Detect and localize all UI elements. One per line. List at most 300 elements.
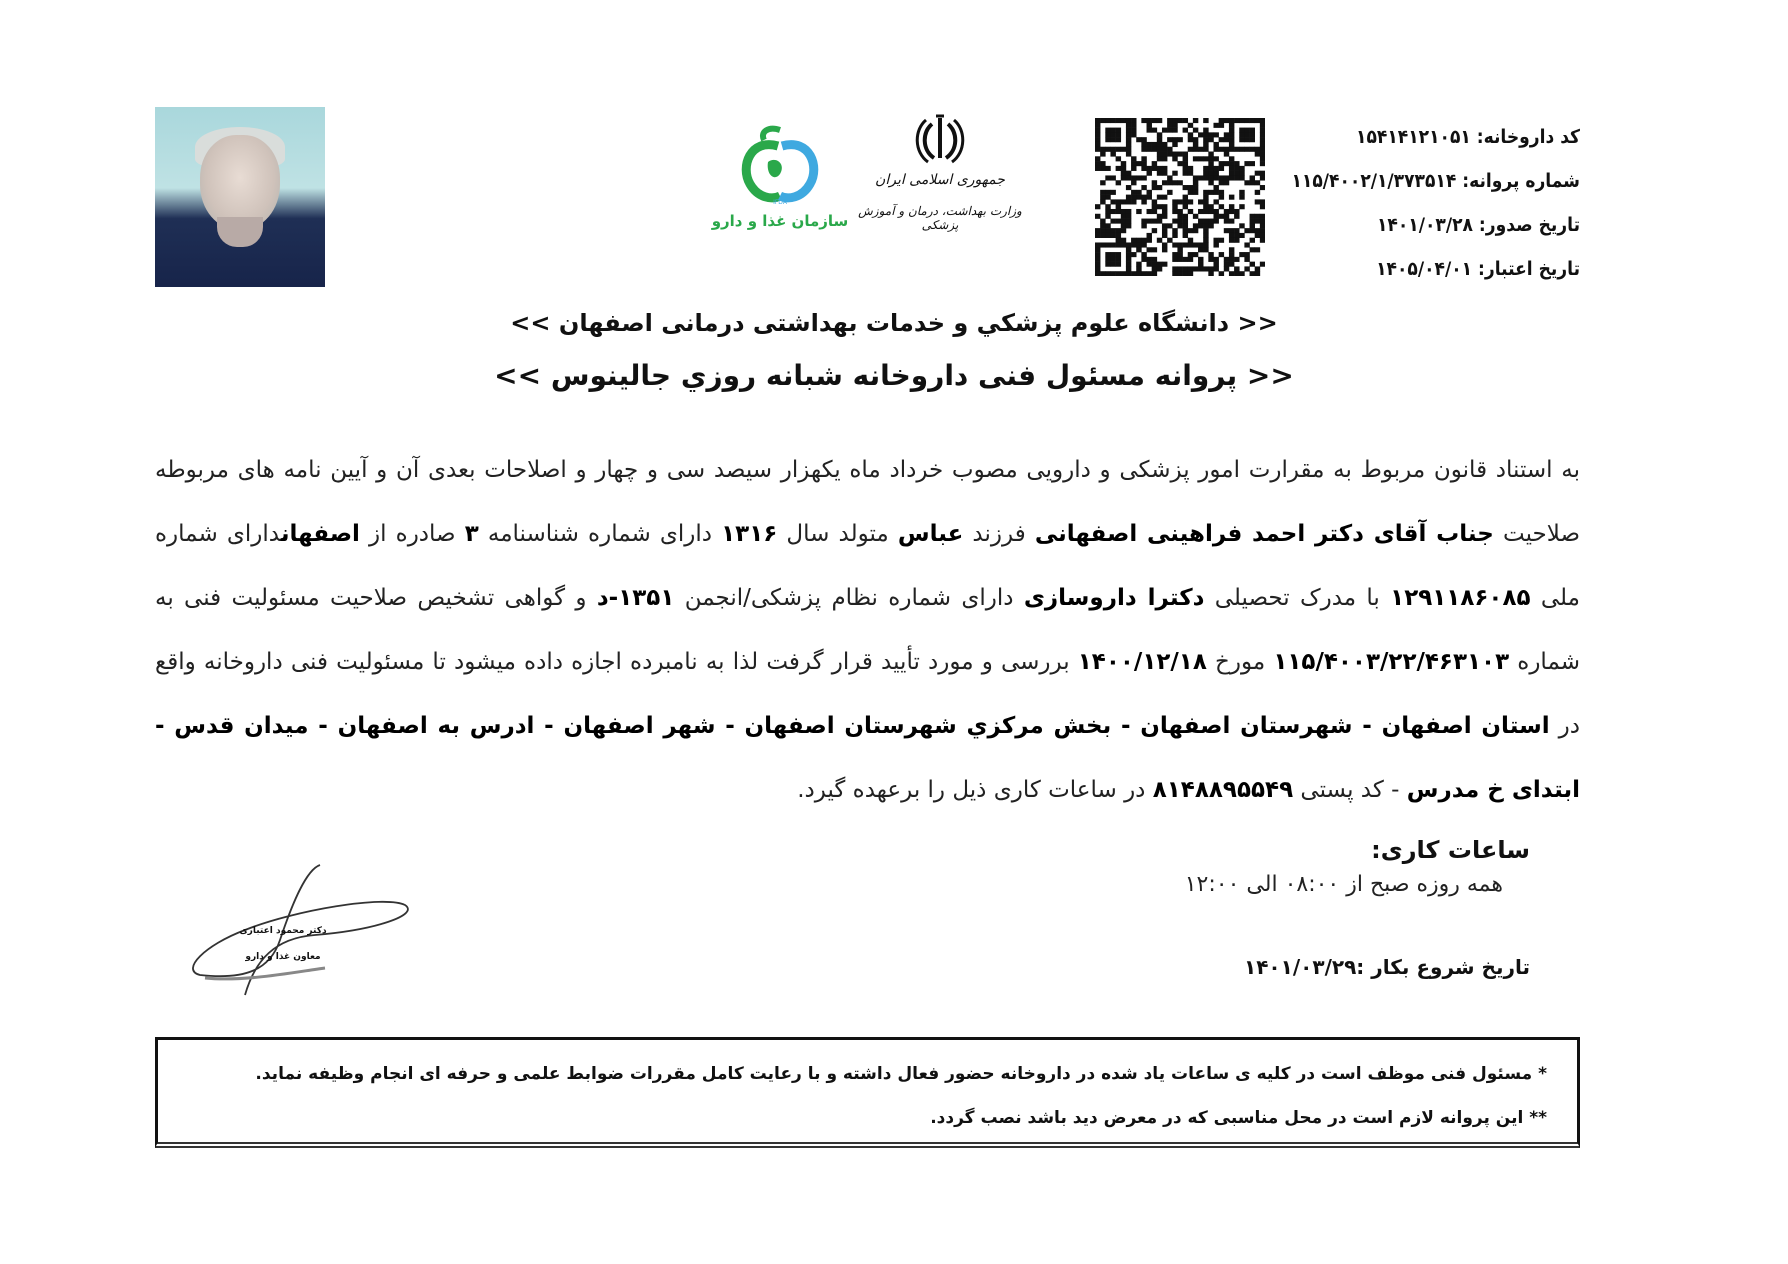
qr-module [1208, 132, 1213, 137]
qr-module [1172, 137, 1177, 142]
qr-module [1250, 223, 1255, 228]
qr-module [1162, 156, 1167, 161]
qr-module [1110, 128, 1115, 133]
qr-module [1100, 147, 1105, 152]
qr-module [1234, 166, 1239, 171]
qr-module [1116, 252, 1121, 257]
license-number: ۱۱۵/۴۰۰۲/۱/۳۷۳۵۱۴ [1291, 170, 1457, 192]
qr-module [1244, 128, 1249, 133]
qr-module [1131, 195, 1136, 200]
qr-module [1193, 252, 1198, 257]
body-text-5: صادره از [359, 521, 465, 547]
qr-module [1095, 252, 1100, 257]
qr-module [1260, 214, 1265, 219]
qr-module [1131, 156, 1136, 161]
qr-module [1229, 118, 1234, 123]
qr-module [1198, 156, 1203, 161]
qr-module [1152, 257, 1157, 262]
qr-module [1193, 137, 1198, 142]
qr-module [1203, 190, 1208, 195]
qr-module [1167, 147, 1172, 152]
qr-module [1239, 132, 1244, 137]
qr-module [1116, 180, 1121, 185]
body-text-1: به استناد قانون مربوط به مقرارت امور پزشکی و دارویی مصوب خرداد ماه یکهزار سیصد سی و چهار و اصلاحات بعدی آن و آیین نامه های مربوطه صلاحیت [155, 457, 1580, 547]
license-number-label: شماره پروانه: [1462, 170, 1580, 192]
qr-module [1255, 233, 1260, 238]
qr-module [1121, 223, 1126, 228]
national-id: ۱۲۹۱۱۸۶۰۸۵ [1390, 585, 1531, 611]
qr-module [1116, 238, 1121, 243]
qr-module [1095, 118, 1100, 123]
qr-module [1136, 195, 1141, 200]
qr-module [1229, 219, 1234, 224]
qr-module [1203, 223, 1208, 228]
qr-module [1100, 166, 1105, 171]
qr-module [1116, 262, 1121, 267]
qr-module [1167, 118, 1172, 123]
qr-module [1250, 175, 1255, 180]
qr-module [1152, 219, 1157, 224]
qr-module [1172, 142, 1177, 147]
qr-module [1157, 171, 1162, 176]
qr-module [1131, 271, 1136, 276]
qr-module [1219, 214, 1224, 219]
qr-module [1095, 204, 1100, 209]
qr-module [1121, 242, 1126, 247]
qr-module [1157, 132, 1162, 137]
qr-module [1141, 175, 1146, 180]
qr-module [1208, 204, 1213, 209]
qr-module [1229, 128, 1234, 133]
qr-module [1239, 171, 1244, 176]
qr-module [1157, 156, 1162, 161]
qr-module [1255, 147, 1260, 152]
qr-module [1157, 214, 1162, 219]
qr-module [1219, 175, 1224, 180]
start-date-row [1244, 955, 1530, 979]
qr-module [1126, 147, 1131, 152]
qr-module [1260, 132, 1265, 137]
qr-module [1193, 185, 1198, 190]
qr-module [1095, 228, 1100, 233]
qr-module [1105, 233, 1110, 238]
qr-module [1126, 132, 1131, 137]
qr-module [1172, 156, 1177, 161]
qr-module [1152, 271, 1157, 276]
qr-module [1239, 252, 1244, 257]
qr-module [1239, 137, 1244, 142]
qr-module [1162, 195, 1167, 200]
qr-module [1213, 266, 1218, 271]
qr-module [1110, 132, 1115, 137]
qr-module [1255, 152, 1260, 157]
qr-module [1188, 228, 1193, 233]
qr-module [1260, 156, 1265, 161]
qr-module [1172, 123, 1177, 128]
qr-module [1208, 137, 1213, 142]
qr-module [1239, 166, 1244, 171]
qr-module [1244, 161, 1249, 166]
qr-module [1229, 233, 1234, 238]
qr-module [1116, 147, 1121, 152]
qr-module [1183, 199, 1188, 204]
qr-module [1229, 257, 1234, 262]
birth-year: ۱۳۱۶ [721, 521, 778, 547]
qr-module [1260, 262, 1265, 267]
qr-module [1116, 209, 1121, 214]
qr-module [1110, 118, 1115, 123]
qr-module [1183, 223, 1188, 228]
qr-module [1188, 242, 1193, 247]
qr-module [1147, 118, 1152, 123]
qr-module [1110, 190, 1115, 195]
qr-module [1105, 132, 1110, 137]
qr-module [1193, 266, 1198, 271]
qr-module [1105, 137, 1110, 142]
qr-module [1147, 247, 1152, 252]
qr-module [1147, 233, 1152, 238]
qr-module [1260, 142, 1265, 147]
qr-module [1250, 180, 1255, 185]
qr-module [1183, 233, 1188, 238]
qr-module [1224, 228, 1229, 233]
qr-module [1219, 180, 1224, 185]
qr-module [1203, 233, 1208, 238]
qr-module [1244, 228, 1249, 233]
qr-module [1183, 204, 1188, 209]
ministry-emblem [860, 110, 1020, 250]
qr-module [1116, 233, 1121, 238]
qr-module [1095, 161, 1100, 166]
qr-module [1219, 195, 1224, 200]
qr-module [1126, 199, 1131, 204]
qr-module [1136, 175, 1141, 180]
qr-module [1100, 152, 1105, 157]
qr-module [1213, 257, 1218, 262]
qr-module [1193, 142, 1198, 147]
qr-module [1167, 223, 1172, 228]
qr-module [1152, 262, 1157, 267]
qr-module [1172, 209, 1177, 214]
qr-module [1141, 257, 1146, 262]
qr-module [1147, 219, 1152, 224]
qr-module [1095, 233, 1100, 238]
qr-module [1110, 175, 1115, 180]
pharmacy-code-row [1291, 115, 1580, 159]
qr-module [1188, 209, 1193, 214]
qr-module [1152, 266, 1157, 271]
qr-module [1213, 262, 1218, 267]
qr-module [1152, 142, 1157, 147]
ministry-line1: جمهوری اسلامی ایران [875, 172, 1005, 188]
qr-module [1177, 242, 1182, 247]
qr-module [1193, 190, 1198, 195]
qr-module [1162, 247, 1167, 252]
qr-module [1260, 175, 1265, 180]
qr-module [1110, 262, 1115, 267]
qr-module [1234, 118, 1239, 123]
qr-module [1162, 233, 1167, 238]
qr-module [1177, 247, 1182, 252]
qr-module [1147, 262, 1152, 267]
qr-module [1110, 137, 1115, 142]
working-hours: همه روزه صبح از ۰۸:۰۰ الی ۱۲:۰۰ [1184, 872, 1503, 897]
postal-code: ۸۱۴۸۸۹۵۵۴۹ [1152, 777, 1294, 803]
validity-date-label: تاریخ اعتبار: [1478, 258, 1580, 280]
qr-module [1203, 266, 1208, 271]
qr-module [1255, 171, 1260, 176]
qr-module [1203, 204, 1208, 209]
qr-module [1183, 152, 1188, 157]
body-text-13: در ساعات کاری ذیل را برعهده گیرد. [797, 777, 1153, 803]
qr-module [1116, 166, 1121, 171]
qr-module [1157, 118, 1162, 123]
qr-module [1219, 137, 1224, 142]
qr-module [1234, 228, 1239, 233]
qr-module [1121, 238, 1126, 243]
body-text-4: دارای شماره شناسنامه [478, 521, 722, 547]
qr-module [1183, 266, 1188, 271]
qr-module [1234, 257, 1239, 262]
cert-number: ۱۱۵/۴۰۰۳/۲۲/۴۶۳۱۰۳ [1273, 649, 1510, 675]
qr-module [1162, 209, 1167, 214]
qr-module [1244, 180, 1249, 185]
qr-module [1141, 199, 1146, 204]
qr-module [1203, 156, 1208, 161]
qr-module [1229, 123, 1234, 128]
qr-module [1105, 204, 1110, 209]
fda-name: سازمان غذا و دارو [711, 212, 849, 230]
qr-module [1126, 247, 1131, 252]
qr-module [1121, 166, 1126, 171]
qr-module [1188, 185, 1193, 190]
qr-code[interactable] [1095, 118, 1265, 276]
qr-module [1141, 219, 1146, 224]
iran-emblem-icon [860, 110, 1020, 180]
qr-module [1105, 209, 1110, 214]
qr-module [1203, 209, 1208, 214]
qr-module [1116, 228, 1121, 233]
qr-module [1244, 252, 1249, 257]
qr-module [1203, 228, 1208, 233]
qr-module [1147, 123, 1152, 128]
qr-module [1141, 271, 1146, 276]
qr-module [1105, 166, 1110, 171]
qr-module [1141, 161, 1146, 166]
qr-module [1219, 118, 1224, 123]
qr-module [1100, 219, 1105, 224]
qr-module [1105, 252, 1110, 257]
qr-module [1141, 137, 1146, 142]
qr-module [1105, 228, 1110, 233]
qr-module [1213, 142, 1218, 147]
qr-module [1162, 171, 1167, 176]
qr-module [1121, 214, 1126, 219]
working-hours-title: ساعات کاری: [1371, 836, 1530, 864]
qr-module [1116, 156, 1121, 161]
qr-module [1255, 214, 1260, 219]
qr-module [1188, 132, 1193, 137]
qr-module [1116, 219, 1121, 224]
qr-module [1244, 257, 1249, 262]
qr-module [1203, 219, 1208, 224]
qr-module [1172, 152, 1177, 157]
qr-module [1260, 161, 1265, 166]
qr-module [1131, 118, 1136, 123]
qr-module [1131, 190, 1136, 195]
qr-module [1131, 252, 1136, 257]
photo-face [200, 135, 280, 230]
qr-module [1116, 128, 1121, 133]
qr-module [1229, 132, 1234, 137]
qr-module [1141, 166, 1146, 171]
qr-module [1198, 266, 1203, 271]
qr-module [1172, 257, 1177, 262]
qr-module [1177, 219, 1182, 224]
qr-module [1239, 195, 1244, 200]
qr-module [1183, 257, 1188, 262]
qr-module [1219, 147, 1224, 152]
qr-module [1116, 118, 1121, 123]
qr-module [1213, 214, 1218, 219]
qr-module [1229, 228, 1234, 233]
qr-module [1229, 209, 1234, 214]
qr-module [1172, 219, 1177, 224]
qr-module [1203, 242, 1208, 247]
qr-module [1255, 190, 1260, 195]
qr-module [1105, 195, 1110, 200]
qr-module [1260, 228, 1265, 233]
qr-module [1157, 204, 1162, 209]
qr-module [1188, 190, 1193, 195]
qr-module [1152, 209, 1157, 214]
qr-module [1172, 118, 1177, 123]
signatory-title: معاون غذا و دارو [245, 952, 321, 962]
qr-module [1162, 262, 1167, 267]
qr-module [1141, 156, 1146, 161]
qr-module [1131, 166, 1136, 171]
qr-module [1188, 171, 1193, 176]
qr-module [1110, 147, 1115, 152]
qr-module [1260, 128, 1265, 133]
qr-module [1198, 219, 1203, 224]
qr-module [1147, 238, 1152, 243]
qr-module [1152, 118, 1157, 123]
qr-module [1234, 238, 1239, 243]
qr-module [1219, 166, 1224, 171]
qr-module [1095, 214, 1100, 219]
qr-module [1224, 132, 1229, 137]
qr-module [1193, 118, 1198, 123]
qr-module [1157, 262, 1162, 267]
issue-date-label: تاریخ صدور: [1478, 214, 1580, 236]
council-number: ۱۳۵۱-د [596, 585, 675, 611]
qr-module [1260, 238, 1265, 243]
qr-module [1105, 147, 1110, 152]
qr-module [1219, 204, 1224, 209]
qr-module [1121, 118, 1126, 123]
qr-module [1260, 171, 1265, 176]
qr-module [1198, 257, 1203, 262]
qr-module [1131, 180, 1136, 185]
qr-module [1229, 166, 1234, 171]
qr-module [1208, 209, 1213, 214]
qr-module [1177, 161, 1182, 166]
qr-module [1162, 180, 1167, 185]
qr-module [1095, 257, 1100, 262]
qr-module [1250, 262, 1255, 267]
qr-module [1131, 128, 1136, 133]
qr-module [1255, 228, 1260, 233]
qr-module [1110, 199, 1115, 204]
qr-module [1260, 185, 1265, 190]
qr-module [1213, 190, 1218, 195]
qr-module [1105, 214, 1110, 219]
qr-module [1229, 156, 1234, 161]
qr-module [1208, 166, 1213, 171]
qr-module [1110, 219, 1115, 224]
qr-module [1126, 257, 1131, 262]
qr-module [1260, 223, 1265, 228]
qr-module [1183, 242, 1188, 247]
qr-module [1188, 252, 1193, 257]
qr-module [1105, 257, 1110, 262]
signature [185, 860, 415, 1000]
id-number: ۳ [464, 521, 479, 547]
qr-module [1229, 271, 1234, 276]
qr-module [1260, 152, 1265, 157]
qr-module [1208, 180, 1213, 185]
qr-module [1095, 271, 1100, 276]
qr-module [1193, 180, 1198, 185]
qr-module [1157, 195, 1162, 200]
body-text-10: مورخ [1206, 649, 1274, 675]
qr-module [1131, 242, 1136, 247]
qr-module [1224, 175, 1229, 180]
qr-module [1147, 195, 1152, 200]
qr-module [1219, 123, 1224, 128]
qr-module [1234, 271, 1239, 276]
qr-module [1100, 233, 1105, 238]
qr-module [1234, 266, 1239, 271]
qr-module [1250, 219, 1255, 224]
qr-module [1188, 238, 1193, 243]
qr-module [1157, 185, 1162, 190]
qr-module [1208, 161, 1213, 166]
qr-module [1100, 118, 1105, 123]
qr-module [1203, 142, 1208, 147]
qr-module [1121, 147, 1126, 152]
qr-module [1126, 128, 1131, 133]
qr-module [1234, 233, 1239, 238]
qr-module [1162, 166, 1167, 171]
qr-module [1105, 271, 1110, 276]
qr-module [1255, 180, 1260, 185]
qr-module [1110, 152, 1115, 157]
qr-module [1255, 247, 1260, 252]
body-text-6: دارای شماره ملی [155, 521, 1580, 611]
qr-module [1105, 128, 1110, 133]
pharmacy-code: ۱۵۴۱۴۱۲۱۰۵۱ [1356, 126, 1471, 148]
qr-module [1183, 271, 1188, 276]
qr-module [1177, 223, 1182, 228]
body-text-2: فرزند [963, 521, 1035, 547]
qr-module [1152, 166, 1157, 171]
qr-module [1172, 204, 1177, 209]
qr-module [1208, 152, 1213, 157]
qr-module [1126, 242, 1131, 247]
degree: دکترا داروسازی [1023, 585, 1205, 611]
